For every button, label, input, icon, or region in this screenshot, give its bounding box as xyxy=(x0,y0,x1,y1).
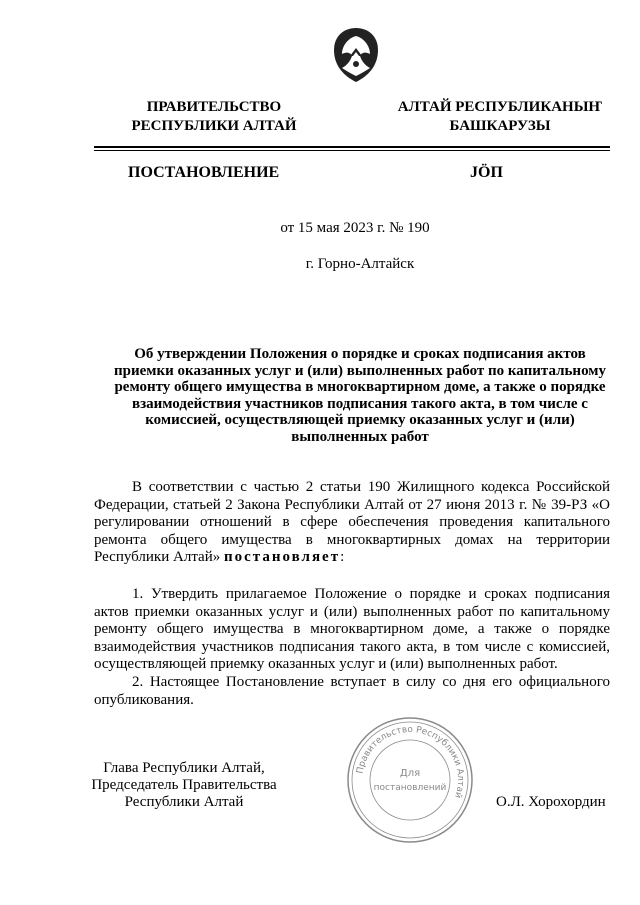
header-left-line1: ПРАВИТЕЛЬСТВО xyxy=(146,99,282,115)
stamp-center-line2: постановлений xyxy=(373,783,447,793)
title-line: приемки оказанных услуг и (или) выполненных работ по капитальному xyxy=(113,362,607,379)
header-right xyxy=(370,98,630,136)
doc-type-ru: ПОСТАНОВЛЕНИЕ xyxy=(128,164,280,181)
title-line: Об утверждении Положения о порядке и сроках подписания актов xyxy=(134,346,586,362)
stamp-ring-text: Правительство Республики Алтай xyxy=(355,724,466,800)
coat-of-arms-icon xyxy=(330,26,382,84)
header-left xyxy=(84,98,344,136)
doc-title xyxy=(110,346,610,445)
preamble-text: В соответствии с частью 2 статьи 190 Жилищного кодекса Российской Федерации, статьей 2 Закона Республики Алтай от 27 июня 2013 г. № 39-РЗ «О регулировании отношений в сфере обеспечения проведения капитального ремонта общего имущества в многоквартирных домах на территории Республики Алтай» xyxy=(94,479,610,565)
item-1-paragraph: 1. Утвердить прилагаемое Положение о порядке и сроках подписания актов приемки оказанных услуг и (или) выполненных работ по капитальному ремонту общего имущества в многоквартирном доме, а также о порядке взаимодействия участников подписания такого акта, в том числе с комиссией, осуществляющей приемку оказанных услуг и (или) выполненных работ. xyxy=(94,586,610,672)
preamble-tail: : xyxy=(340,549,345,565)
title-line: ремонту общего имущества в многоквартирном доме, а также о порядке xyxy=(114,379,606,395)
doc-city: г. Горно-Алтайск xyxy=(305,256,415,272)
signatory-position xyxy=(90,760,278,811)
position-line3: Республики Алтай xyxy=(124,794,244,810)
header-right-line1: АЛТАЙ РЕСПУБЛИКАНЫҤ xyxy=(397,99,603,115)
preamble-paragraph xyxy=(94,479,610,567)
title-line: выполненных работ xyxy=(291,428,429,445)
title-line: комиссией, осуществляющей приемку оказанных услуг и (или) xyxy=(145,412,575,428)
position-line2: Председатель Правительства xyxy=(91,777,277,793)
header-right-line2: БАШКАРУЗЫ xyxy=(449,118,551,134)
item-2-paragraph: 2. Настоящее Постановление вступает в силу со дня его официального опубликования. xyxy=(94,674,610,708)
doc-type-alt: JÖП xyxy=(470,164,503,181)
header-divider-thin xyxy=(94,150,610,151)
stamp-center-line1: Для xyxy=(399,768,421,779)
position-line1: Глава Республики Алтай, xyxy=(103,760,265,776)
header-left-line2: РЕСПУБЛИКИ АЛТАЙ xyxy=(131,118,297,134)
signatory-name: О.Л. Хорохордин xyxy=(496,794,606,810)
doc-date: от 15 мая 2023 г. № 190 xyxy=(280,220,430,236)
title-line: взаимодействия участников подписания такого акта, в том числе с xyxy=(132,395,588,412)
official-stamp xyxy=(346,716,474,844)
preamble-emphasis: постановляет xyxy=(224,549,341,565)
header-divider-thick xyxy=(94,146,610,148)
